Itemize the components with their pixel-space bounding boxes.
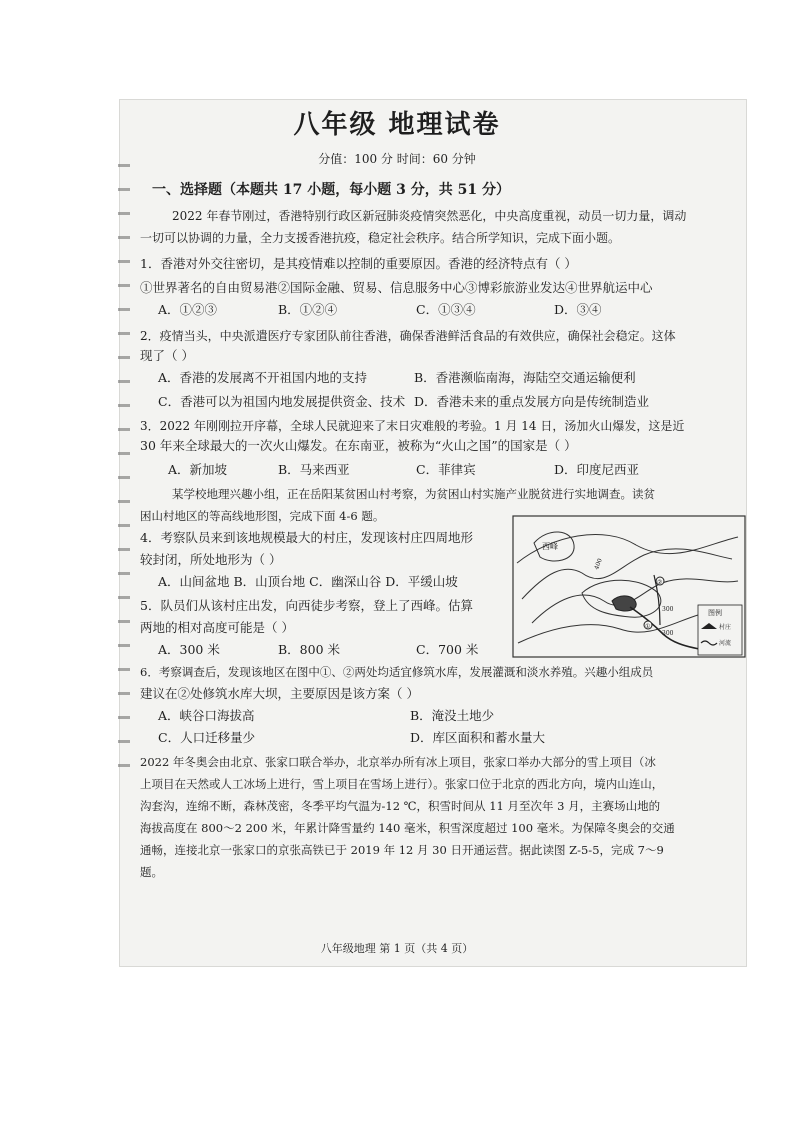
q4-6-intro-1: 某学校地理兴趣小组，正在岳阳某贫困山村考察，为贫困山村实施产业脱贫进行实地调查。读贫 xyxy=(172,487,655,501)
q7-9-passage-1: 2022 年冬奥会由北京、张家口联合举办，北京举办所有冰上项目，张家口举办大部分的雪上项目（冰 xyxy=(140,755,656,769)
q7-9-passage-3: 沟套沟，连绵不断，森林茂密，冬季平均气温为-12 ℃，积雪时间从 11 月至次年 3 月，主赛场山地的 xyxy=(140,799,661,813)
q6-stem-2: 建议在②处修筑水库大坝，主要原因是该方案（ ） xyxy=(140,686,419,701)
contour-label-400: 400 xyxy=(593,557,604,571)
q2-option-c[interactable]: C．香港可以为祖国内地发展提供资金、技术 xyxy=(158,394,406,409)
q2-stem-1: 2．疫情当头，中央派遣医疗专家团队前往香港，确保香港鲜活食品的有效供应，确保社会稳定。这体 xyxy=(140,329,676,343)
q6-option-d[interactable]: D．库区面积和蓄水量大 xyxy=(410,730,546,745)
q1-option-a[interactable]: A．①②③ xyxy=(158,302,218,317)
contour-map xyxy=(512,515,746,658)
q1-items: ①世界著名的自由贸易港②国际金融、贸易、信息服务中心③博彩旅游业发达④世界航运中心 xyxy=(140,280,653,295)
q7-9-passage-5: 通畅，连接北京一张家口的京张高铁已于 2019 年 12 月 30 日开通运营。据此读图 Z-5-5，完成 7～9 xyxy=(140,843,664,857)
q3-stem-1: 3．2022 年刚刚拉开序幕，全球人民就迎来了末日灾难般的考验。1 月 14 日，汤加火山爆发，这是近 xyxy=(140,419,685,433)
peak-label: 西峰 xyxy=(542,542,558,551)
q5-options xyxy=(158,642,478,658)
q6-option-b[interactable]: B．淹没土地少 xyxy=(410,708,495,723)
q1-option-b[interactable]: B．①②④ xyxy=(278,302,338,317)
q7-9-passage-4: 海拔高度在 800～2 200 米，年累计降雪量约 140 毫米，积雪深度超过 100 毫米。为保障冬奥会的交通 xyxy=(140,821,675,835)
q7-9-passage-2: 上项目在天然或人工冰场上进行，雪上项目在雪场上进行）。张家口位于北京的西北方向，境内山连山， xyxy=(140,777,664,791)
q1-option-c[interactable]: C．①③④ xyxy=(416,302,476,317)
q3-option-a[interactable]: A．新加坡 xyxy=(168,462,228,477)
q6-stem-1: 6．考察调查后，发现该地区在图中①、②两处均适宜修筑水库，发展灌溉和淡水养殖。兴趣小组成员 xyxy=(140,665,654,679)
legend-village: 村庄 xyxy=(719,624,732,631)
q4-stem-1: 4．考察队员来到该地规模最大的村庄，发现该村庄四周地形 xyxy=(140,530,473,545)
q6-option-a[interactable]: A．峡谷口海拔高 xyxy=(158,708,255,723)
q4-stem-2: 较封闭，所处地形为（ ） xyxy=(140,552,282,567)
q6-options-row-2 xyxy=(158,730,545,746)
intro-line-1: 2022 年春节刚过，香港特别行政区新冠肺炎疫情突然恶化，中央高度重视，动员一切力量，调动 xyxy=(172,209,687,223)
q1-option-d[interactable]: D．③④ xyxy=(554,302,602,317)
q2-stem-2: 现了（ ） xyxy=(140,348,194,363)
q2-option-b[interactable]: B．香港濒临南海，海陆空交通运输便利 xyxy=(414,370,636,385)
q6-option-c[interactable]: C．人口迁移量少 xyxy=(158,730,256,745)
contour-label-300a: 300 xyxy=(662,606,674,613)
q2-option-d[interactable]: D．香港未来的重点发展方向是传统制造业 xyxy=(414,394,650,409)
intro-line-2: 一切可以协调的力量，全力支援香港抗疫，稳定社会秩序。结合所学知识，完成下面小题。 xyxy=(140,231,621,245)
q5-stem-1: 5．队员们从该村庄出发，向西徒步考察，登上了西峰。估算 xyxy=(140,598,473,613)
q4-options[interactable]: A．山间盆地 B．山顶台地 C．幽深山谷 D．平缓山坡 xyxy=(158,574,458,589)
section-heading: 一、选择题（本题共 17 小题，每小题 3 分，共 51 分） xyxy=(152,182,510,198)
q3-option-b[interactable]: B．马来西亚 xyxy=(278,462,350,477)
q7-9-passage-6: 题。 xyxy=(140,865,163,879)
marker-2: ② xyxy=(657,579,663,586)
exam-meta: 分值：100 分 时间：60 分钟 xyxy=(318,152,476,166)
marker-1: ① xyxy=(645,623,651,630)
q2-options-row-1 xyxy=(158,370,636,386)
q3-option-c[interactable]: C．菲律宾 xyxy=(416,462,476,477)
legend-river: 河流 xyxy=(719,640,732,647)
legend-title: 图例 xyxy=(708,609,722,617)
q4-6-intro-2: 困山村地区的等高线地形图，完成下面 4-6 题。 xyxy=(140,509,385,523)
q5-option-b[interactable]: B．800 米 xyxy=(278,642,341,657)
q5-stem-2: 两地的相对高度可能是（ ） xyxy=(140,620,294,635)
q1-stem: 1．香港对外交往密切，是其疫情难以控制的重要原因。香港的经济特点有（ ） xyxy=(140,256,577,271)
q3-option-d[interactable]: D．印度尼西亚 xyxy=(554,462,640,477)
page-footer: 八年级地理 第 1 页（共 4 页） xyxy=(320,942,474,955)
q1-options xyxy=(158,302,602,318)
q6-options-row-1 xyxy=(158,708,494,724)
q2-option-a[interactable]: A．香港的发展离不开祖国内地的支持 xyxy=(158,370,368,385)
q3-stem-2: 30 年来全球最大的一次火山爆发。在东南亚，被称为“火山之国”的国家是（ ） xyxy=(140,438,577,453)
q3-options xyxy=(168,462,639,478)
q5-option-a[interactable]: A．300 米 xyxy=(158,642,220,657)
q2-options-row-2 xyxy=(158,394,649,410)
q5-option-c[interactable]: C．700 米 xyxy=(416,642,479,657)
contour-label-300b: 300 xyxy=(662,630,674,637)
exam-title: 八年级 地理试卷 xyxy=(293,110,501,140)
binding-margin xyxy=(118,150,130,770)
